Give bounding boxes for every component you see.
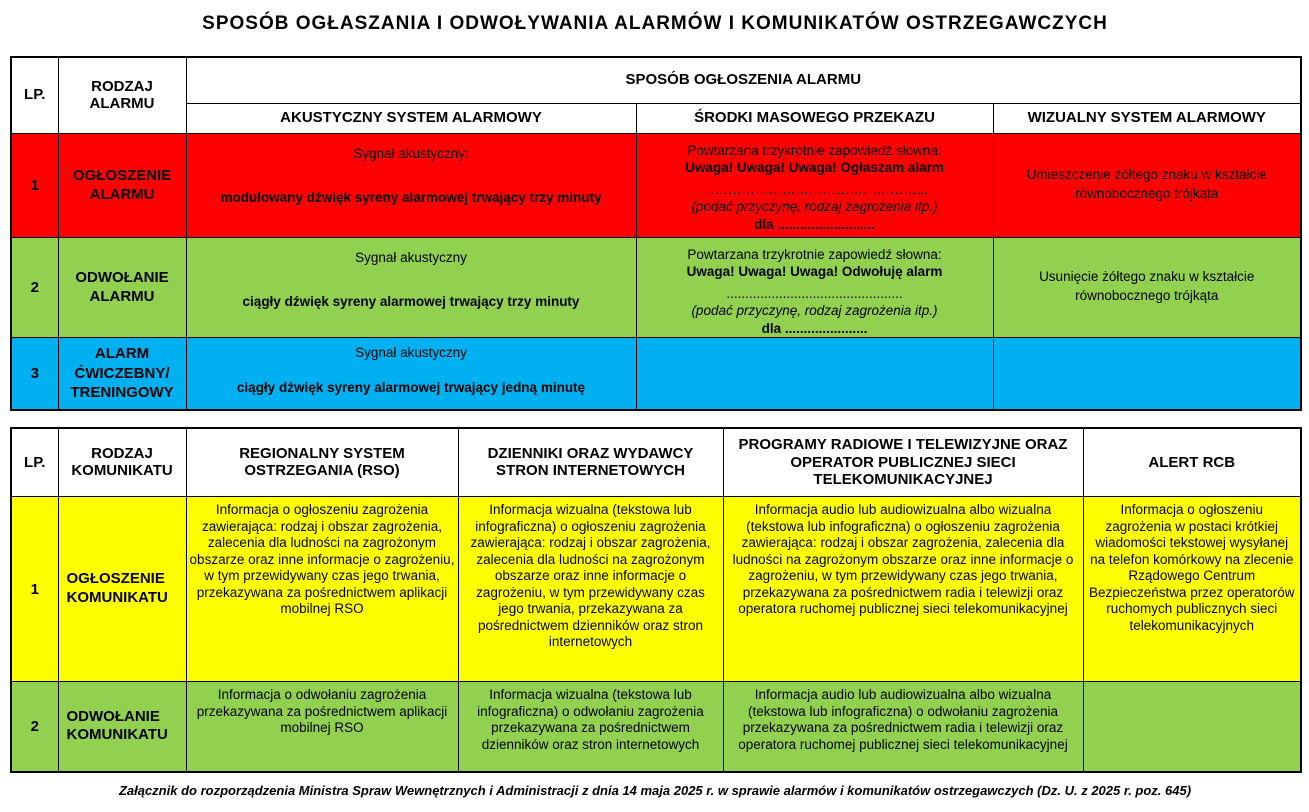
- komunikat-header-row: [11, 428, 1301, 497]
- komunikat-announce-type: OGŁOSZENIE KOMUNIKATU: [58, 497, 186, 682]
- acoustic-signal: modulowany dźwięk syreny alarmowej trwający trzy minuty: [220, 190, 602, 206]
- alarm-cancel-visual: [993, 237, 1301, 338]
- komunikat-header-rodzaj: RODZAJ KOMUNIKATU: [58, 428, 186, 497]
- alarm-header-row-2: [11, 103, 1301, 133]
- komunikat-table: [10, 427, 1302, 773]
- page-title: SPOSÓB OGŁASZANIA I ODWOŁYWANIA ALARMÓW I KOMUNIKATÓW OSTRZEGAWCZYCH: [202, 13, 1108, 34]
- alarm-cancel-type: ODWOŁANIE ALARMU: [58, 237, 186, 338]
- acoustic-signal: ciągły dźwięk syreny alarmowej trwający trzy minuty: [242, 294, 580, 310]
- alarm-announce-media: [636, 133, 993, 237]
- media-dla: dla ..........................: [754, 216, 875, 232]
- alarm-training-media-empty: [636, 338, 993, 410]
- alarm-announce-visual: [993, 133, 1301, 237]
- alarm-row-cancel: [11, 237, 1301, 338]
- alarm-header-srodki: ŚRODKI MASOWEGO PRZEKAZU: [636, 103, 993, 133]
- komunikat-cancel-rso: Informacja o odwołaniu zagrożenia przekazywana za pośrednictwem aplikacji mobilnej RSO: [186, 682, 458, 772]
- media-dots: ...............................................: [726, 285, 903, 301]
- komunikat-header-dzienniki: DZIENNIKI ORAZ WYDAWCY STRON INTERNETOWYCH: [458, 428, 723, 497]
- komunikat-announce-dzienniki: Informacja wizualna (tekstowa lub infograficzna) o ogłoszeniu zagrożenia zawierająca: rodzaj i obszar zagrożenia, zalecenia dla ludności na zagrożonym obszarze oraz inne informacje o zagrożeniu, w tym przewidywany czas jego trwania, przekazywana za pośrednictwem dzienników oraz stron internetowych: [458, 497, 723, 682]
- alarm-header-sposob: SPOSÓB OGŁOSZENIA ALARMU: [186, 57, 1301, 103]
- alarm-table: [10, 56, 1302, 411]
- komunikat-announce-programy: Informacja audio lub audiowizualna albo wizualna (tekstowa lub infograficzna) o ogłoszeniu zagrożenia zawierająca: rodzaj i obszar zagrożenia, zalecenia dla ludności na zagrożonym obszarze oraz inne informacje o zagrożeniu, w tym przewidywany czas jego trwania, przekazywana za pośrednictwem radia i telewizji oraz operatora ruchomej publicznej sieci telekomunikacyjnej: [723, 497, 1083, 682]
- acoustic-intro: Sygnał akustyczny: [355, 249, 467, 265]
- komunikat-header-rso: REGIONALNY SYSTEM OSTRZEGANIA (RSO): [186, 428, 458, 497]
- acoustic-intro: Sygnał akustyczny: [355, 345, 467, 361]
- komunikat-header-programy: PROGRAMY RADIOWE I TELEWIZYJNE ORAZ OPERATOR PUBLICZNEJ SIECI TELEKOMUNIKACYJNEJ: [723, 428, 1083, 497]
- acoustic-intro: Sygnał akustyczny:: [353, 145, 469, 161]
- komunikat-cancel-alert-rcb-empty: [1083, 682, 1301, 772]
- alarm-row-training: [11, 338, 1301, 410]
- attachment-note: Załącznik do rozporządzenia Ministra Spraw Wewnętrznych i Administracji z dnia 14 maja 2025 r. w sprawie alarmów i komunikatów ostrzegawczych (Dz. U. z 2025 r. poz. 645): [118, 782, 1192, 798]
- document-page: [0, 12, 1309, 798]
- media-dla: dla ......................: [761, 320, 868, 336]
- media-reason: (podać przyczynę, rodzaj zagrożenia itp.): [691, 303, 938, 319]
- alarm-row-announce: [11, 133, 1301, 237]
- alarm-training-visual-empty: [993, 338, 1301, 410]
- acoustic-signal: ciągły dźwięk syreny alarmowej trwający jedną minutę: [236, 380, 586, 396]
- komunikat-cancel-type: ODWOŁANIE KOMUNIKATU: [58, 682, 186, 772]
- komunikat-announce-lp: 1: [11, 497, 58, 682]
- komunikat-cancel-dzienniki: Informacja wizualna (tekstowa lub infograficzna) o odwołaniu zagrożenia przekazywana za pośrednictwem dzienników oraz stron internetowych: [458, 682, 723, 772]
- alarm-header-rodzaj: RODZAJ ALARMU: [58, 57, 186, 133]
- alarm-announce-lp: 1: [11, 133, 58, 237]
- visual-text: Umieszczenie żółtego znaku w kształcie równobocznego trójkąta: [1026, 167, 1267, 201]
- alarm-cancel-lp: 2: [11, 237, 58, 338]
- media-announcement: Uwaga! Uwaga! Uwaga! Odwołuję alarm: [686, 264, 943, 280]
- media-intro: Powtarzana trzykrotnie zapowiedź słowna:: [687, 142, 942, 158]
- komunikat-announce-alert-rcb: Informacja o ogłoszeniu zagrożenia w postaci krótkiej wiadomości tekstowej wysyłanej na telefon komórkowy na zlecenie Rządowego Centrum Bezpieczeństwa przez operatorów ruchomych publicznych sieci telekomunikacyjnych: [1083, 497, 1301, 682]
- alarm-training-lp: 3: [11, 338, 58, 410]
- media-announcement: Uwaga! Uwaga! Uwaga! Ogłaszam alarm: [685, 160, 944, 176]
- media-dots: …………………………………………...: [700, 181, 929, 197]
- komunikat-header-lp: LP.: [11, 428, 58, 497]
- alarm-announce-type: OGŁOSZENIE ALARMU: [58, 133, 186, 237]
- media-intro: Powtarzana trzykrotnie zapowiedź słowna:: [687, 246, 942, 262]
- alarm-training-type: ALARM ĆWICZEBNY/ TRENINGOWY: [58, 338, 186, 410]
- komunikat-announce-rso: Informacja o ogłoszeniu zagrożenia zawierająca: rodzaj i obszar zagrożenia, zalecenia dla ludności na zagrożonym obszarze oraz inne informacje o zagrożeniu, w tym przewidywany czas jego trwania, przekazywana za pośrednictwem aplikacji mobilnej RSO: [186, 497, 458, 682]
- komunikat-row-announce: [11, 497, 1301, 682]
- komunikat-cancel-lp: 2: [11, 682, 58, 772]
- visual-text: Usunięcie żółtego znaku w kształcie równobocznego trójkąta: [1039, 269, 1255, 304]
- alarm-header-akustyczny: AKUSTYCZNY SYSTEM ALARMOWY: [186, 103, 636, 133]
- alarm-training-acoustic: [186, 338, 636, 410]
- alarm-header-lp: LP.: [11, 57, 58, 133]
- alarm-announce-acoustic: [186, 133, 636, 237]
- alarm-cancel-acoustic: [186, 237, 636, 338]
- alarm-header-wizualny: WIZUALNY SYSTEM ALARMOWY: [993, 103, 1301, 133]
- alarm-cancel-media: [636, 237, 993, 338]
- media-reason: (podać przyczynę, rodzaj zagrożenia itp.): [691, 199, 938, 215]
- komunikat-row-cancel: [11, 682, 1301, 772]
- alarm-header-row-1: [11, 57, 1301, 103]
- komunikat-cancel-programy: Informacja audio lub audiowizualna albo wizualna (tekstowa lub infograficzna) o odwołaniu zagrożenia przekazywana za pośrednictwem radia i telewizji oraz operatora ruchomej publicznej sieci telekomunikacyjnej: [723, 682, 1083, 772]
- komunikat-header-alert-rcb: ALERT RCB: [1083, 428, 1301, 497]
